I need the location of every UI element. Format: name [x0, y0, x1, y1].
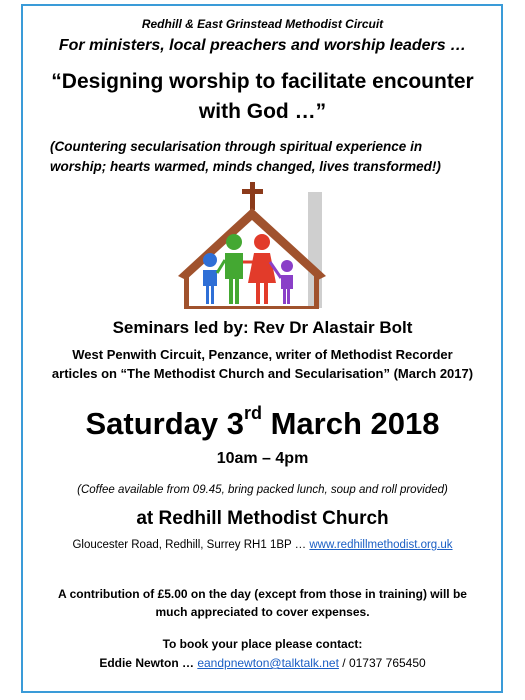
cost-line-2: much appreciated to cover expenses. [155, 605, 370, 619]
event-date [0, 402, 525, 442]
venue-name: at Redhill Methodist Church [136, 508, 389, 529]
coffee-note: (Coffee available from 09.45, bring packed lunch, soup and roll provided) [77, 484, 448, 496]
date-day: Saturday 3 [85, 406, 244, 441]
booking-contact [0, 656, 525, 670]
contact-name: Eddie Newton … [99, 656, 198, 670]
figure-red-adult [248, 234, 276, 304]
seminar-leader-heading: Seminars led by: Rev Dr Alastair Bolt [112, 318, 413, 337]
event-title-line-1: “Designing worship to facilitate encounter [51, 70, 474, 93]
date-suffix: rd [244, 402, 262, 423]
subtitle-line-2: worship; hearts warmed, minds changed, lives transformed!) [50, 159, 441, 174]
website-link[interactable]: www.redhillmethodist.org.uk [309, 539, 453, 551]
church-wall-right [314, 274, 319, 308]
cost-line-1: A contribution of £5.00 on the day (except from those in training) will be [58, 587, 467, 601]
church-ground [184, 306, 319, 309]
speaker-description-line-1: West Penwith Circuit, Penzance, writer of Methodist Recorder [72, 347, 453, 362]
figure-green-adult [225, 234, 243, 304]
venue-address [0, 539, 525, 551]
cross-horizontal [242, 189, 263, 194]
church-family-icon [170, 180, 330, 310]
figure-purple-child [281, 260, 293, 304]
contact-email-link[interactable]: eandpnewton@talktalk.net [197, 656, 339, 670]
event-title-line-2: with God …” [198, 100, 327, 123]
speaker-description-line-2: articles on “The Methodist Church and Secularisation” (March 2017) [51, 366, 474, 381]
hands-link-1 [217, 260, 225, 273]
address-text: Gloucester Road, Redhill, Surrey RH1 1BP … [72, 539, 310, 551]
event-time: 10am – 4pm [216, 450, 309, 467]
subtitle-line-1: (Countering secularisation through spiritual experience in [50, 139, 423, 154]
contact-phone: / 01737 765450 [338, 656, 426, 670]
booking-heading: To book your place please contact: [162, 637, 363, 651]
church-wall-left [184, 274, 189, 308]
cross-vertical [250, 182, 255, 210]
audience-line: For ministers, local preachers and worship leaders … [58, 37, 467, 54]
figure-blue-child [203, 253, 217, 304]
circuit-name: Redhill & East Grinstead Methodist Circuit [141, 17, 384, 31]
date-rest: March 2018 [262, 406, 440, 441]
